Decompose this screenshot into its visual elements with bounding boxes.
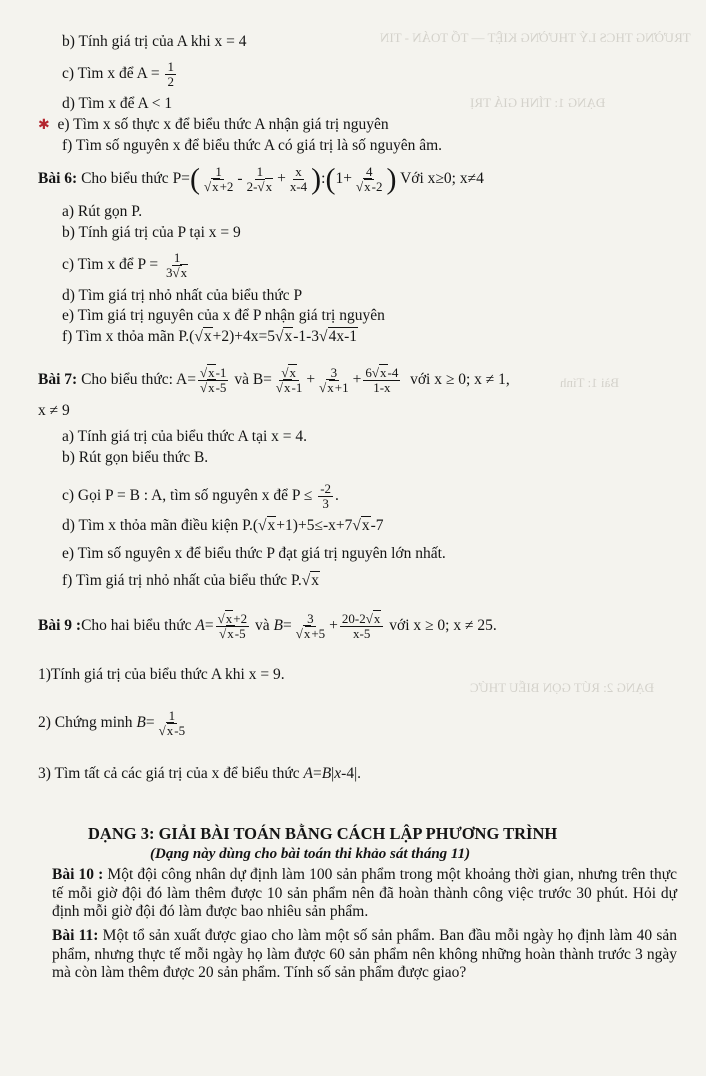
bai9-statement: Bài 9 :Cho hai biểu thức A= $\frac{√x+2}{√x-5}$ và B= $\frac{3}{√x+5}$ + $\frac{20-2√x}{x-5}$ với x ≥ 0; x ≠ 25. — [38, 611, 497, 641]
item-c1: c) Tìm x để A = $\frac{1}{2}$ — [62, 59, 174, 89]
bai6-statement: Bài 6: Cho biểu thức P=( $\frac{1}{√x+2}$ - $\frac{1}{2-√x}$ + $\frac{x}{x-4}$ ):(1+ $\frac{4}{√x-2}$ ) Với x≥0; x≠4 — [38, 162, 484, 196]
bleed-through-text: ĐẠNG 1: TÍNH GIÁ TRỊ — [470, 95, 606, 110]
bleed-through-header: TRƯỜNG THCS LÝ THƯỜNG KIỆT — TỔ TOÁN - TIN — [380, 30, 691, 45]
bai11-paragraph: Bài 11: Một tổ sản xuất được giao cho làm một số sản phẩm. Ban đầu mỗi ngày họ định làm 40 sản phẩm, nhưng thực tế mỗi ngày họ làm được 60 sản phẩm nên không những hoàn thành trước 3 ngày mà còn làm thêm được 20 sản phẩm. Tính số sản phẩm được giao? — [52, 927, 677, 981]
item-f1: f) Tìm số nguyên x để biểu thức A có giá trị là số nguyên âm. — [62, 137, 443, 154]
bai9-1: 1)Tính giá trị của biểu thức A khi x = 9. — [38, 666, 285, 683]
bai7-c: c) Gọi P = B : A, tìm số nguyên x để P ≤ $\frac{-2}{3}$ . — [62, 481, 339, 511]
bai7-a: a) Tính giá trị của biểu thức A tại x = 4. — [62, 428, 307, 445]
bai6-d: d) Tìm giá trị nhỏ nhất của biểu thức P — [62, 287, 303, 304]
bai7-cond2: x ≠ 9 — [38, 402, 70, 419]
item-e1: ✱ e) Tìm x số thực x để biểu thức A nhận giá trị nguyên — [38, 116, 389, 133]
bleed-through-text: Bài 1: Tính — [560, 375, 619, 390]
item-d1: d) Tìm x để A < 1 — [62, 95, 173, 112]
section-subtitle: (Dạng này dùng cho bài toán thi khảo sát tháng 11) — [150, 846, 471, 862]
bai9-2: 2) Chứng minh B= $\frac{1}{√x-5}$ — [38, 708, 186, 738]
bleed-through-text: ĐẠNG 2: RÚT GỌN BIỂU THỨC — [470, 680, 655, 695]
bai6-c: c) Tìm x để P = $\frac{1}{3√x}$ — [62, 250, 188, 280]
bai7-statement: Bài 7: Cho biểu thức: A= $\frac{√x-1}{√x-5}$ và B= $\frac{√x}{√x-1}$ + $\frac{3}{√x+1}$ + $\frac{6√x-4}{1-x}$ với x ≥ 0; x ≠ 1, — [38, 365, 510, 395]
bai6-b: b) Tính giá trị của P tại x = 9 — [62, 224, 241, 241]
bai10-paragraph: Bài 10 : Một đội công nhân dự định làm 100 sản phẩm trong một khoảng thời gian, nhưng trên thực tế mỗi giờ đội đó làm thêm được 10 sản phẩm nên đã hoàn thành công việc trước 30 phút. Hỏi dự định mỗi giờ đội đó làm được bao nhiêu sản phẩm. — [52, 866, 678, 920]
bai9-3: 3) Tìm tất cả các giá trị của x để biểu thức A=B|x-4|. — [38, 765, 362, 782]
star-mark-icon: ✱ — [38, 118, 50, 133]
section-title: DẠNG 3: GIẢI BÀI TOÁN BẰNG CÁCH LẬP PHƯƠNG TRÌNH — [88, 824, 558, 843]
bai7-e: e) Tìm số nguyên x để biểu thức P đạt giá trị nguyên lớn nhất. — [62, 545, 446, 562]
bai6-f: f) Tìm x thỏa mãn P.(√x+2)+4x=5√x-1-3√4x-1 — [62, 328, 357, 345]
bai7-b: b) Rút gọn biểu thức B. — [62, 449, 209, 466]
bai7-d: d) Tìm x thỏa mãn điều kiện P.(√x+1)+5≤-x+7√x-7 — [62, 517, 384, 534]
item-b1: b) Tính giá trị của A khi x = 4 — [62, 33, 247, 50]
bai6-e: e) Tìm giá trị nguyên của x để P nhận giá trị nguyên — [62, 307, 385, 324]
bai6-a: a) Rút gọn P. — [62, 203, 143, 220]
bai7-f: f) Tìm giá trị nhỏ nhất của biểu thức P.√x — [62, 572, 319, 589]
